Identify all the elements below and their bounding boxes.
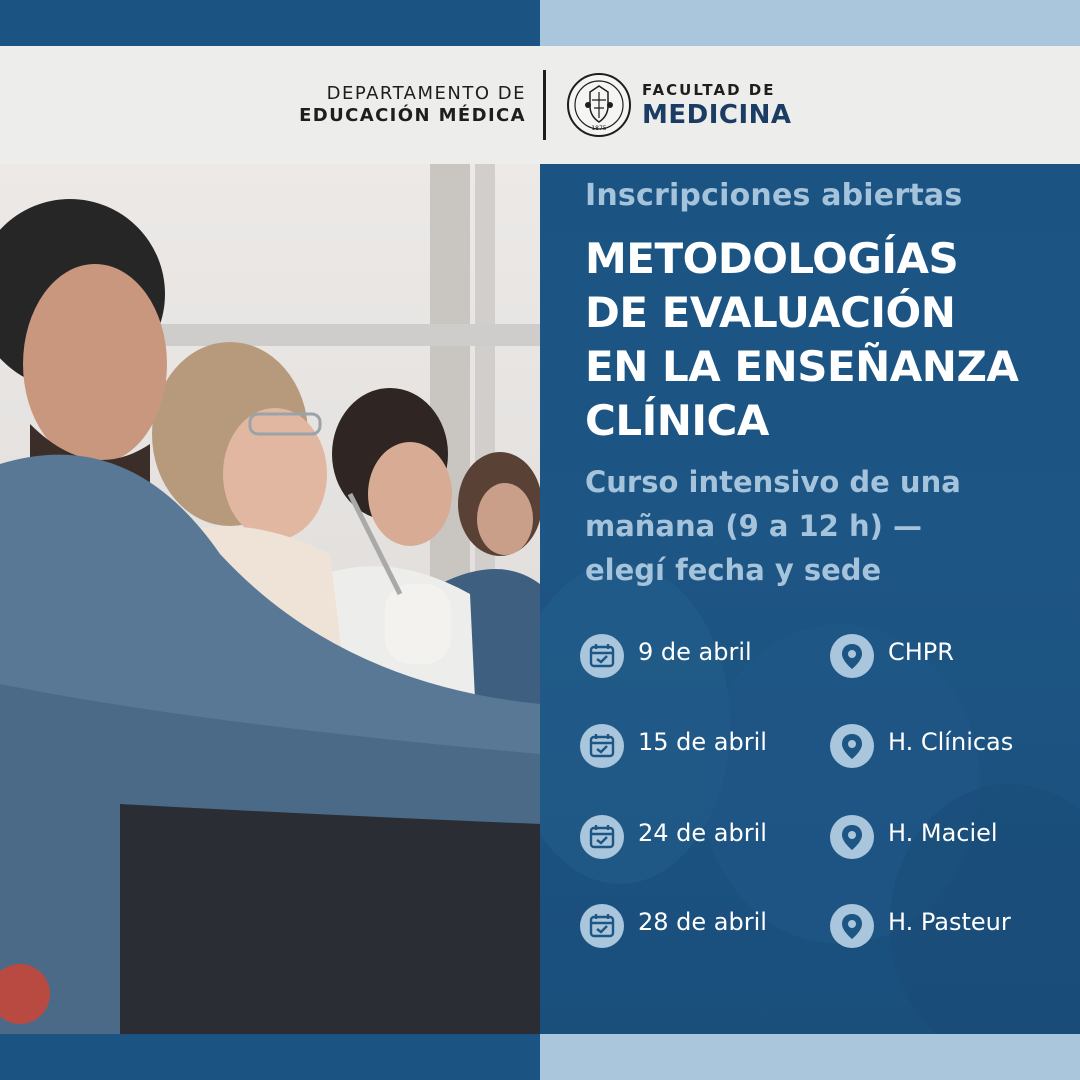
schedule-date: 28 de abril xyxy=(638,908,767,936)
top-bar-left xyxy=(0,0,540,46)
calendar-check-icon xyxy=(580,904,624,948)
calendar-check-icon xyxy=(580,724,624,768)
subtitle-line-1: Curso intensivo de una xyxy=(585,465,961,499)
map-pin-icon xyxy=(830,815,874,859)
map-pin-icon xyxy=(830,904,874,948)
title-line-3: EN LA ENSEÑANZA xyxy=(585,342,1019,391)
schedule-date: 9 de abril xyxy=(638,638,752,666)
faculty-logo-text xyxy=(642,80,792,130)
title-line-1: METODOLOGÍAS xyxy=(585,234,959,283)
schedule-place: H. Clínicas xyxy=(888,728,1014,756)
department-line-1: DEPARTAMENTO DE xyxy=(326,83,526,104)
header-band xyxy=(0,46,1080,164)
calendar-check-icon xyxy=(580,815,624,859)
course-title xyxy=(585,232,1065,448)
faculty-line-2: MEDICINA xyxy=(642,100,792,130)
department-logo-text xyxy=(299,83,526,127)
subtitle-line-2: mañana (9 a 12 h) — xyxy=(585,509,922,543)
seal-year: 1875 xyxy=(591,125,607,132)
schedule-row xyxy=(580,900,1050,948)
title-line-2: DE EVALUACIÓN xyxy=(585,288,956,337)
faculty-seal-icon xyxy=(566,72,632,138)
department-line-2: EDUCACIÓN MÉDICA xyxy=(299,105,526,126)
bottom-bar-left xyxy=(0,1034,540,1080)
kicker-text: Inscripciones abiertas xyxy=(585,178,963,213)
subtitle-line-3: elegí fecha y sede xyxy=(585,553,882,587)
schedule-place: H. Pasteur xyxy=(888,908,1011,936)
header-divider xyxy=(543,70,546,140)
audience-photo xyxy=(0,164,540,1034)
top-bar-right xyxy=(540,0,1080,46)
bottom-bar-right xyxy=(540,1034,1080,1080)
map-pin-icon xyxy=(830,634,874,678)
schedule-place: CHPR xyxy=(888,638,954,666)
course-subtitle xyxy=(585,460,1055,592)
map-pin-icon xyxy=(830,724,874,768)
title-line-4: CLÍNICA xyxy=(585,396,769,445)
schedule-row xyxy=(580,630,1050,678)
schedule-place: H. Maciel xyxy=(888,819,998,847)
schedule-row xyxy=(580,811,1050,859)
schedule-date: 15 de abril xyxy=(638,728,767,756)
schedule-row xyxy=(580,720,1050,768)
calendar-check-icon xyxy=(580,634,624,678)
faculty-line-1: FACULTAD DE xyxy=(642,81,776,99)
schedule-date: 24 de abril xyxy=(638,819,767,847)
